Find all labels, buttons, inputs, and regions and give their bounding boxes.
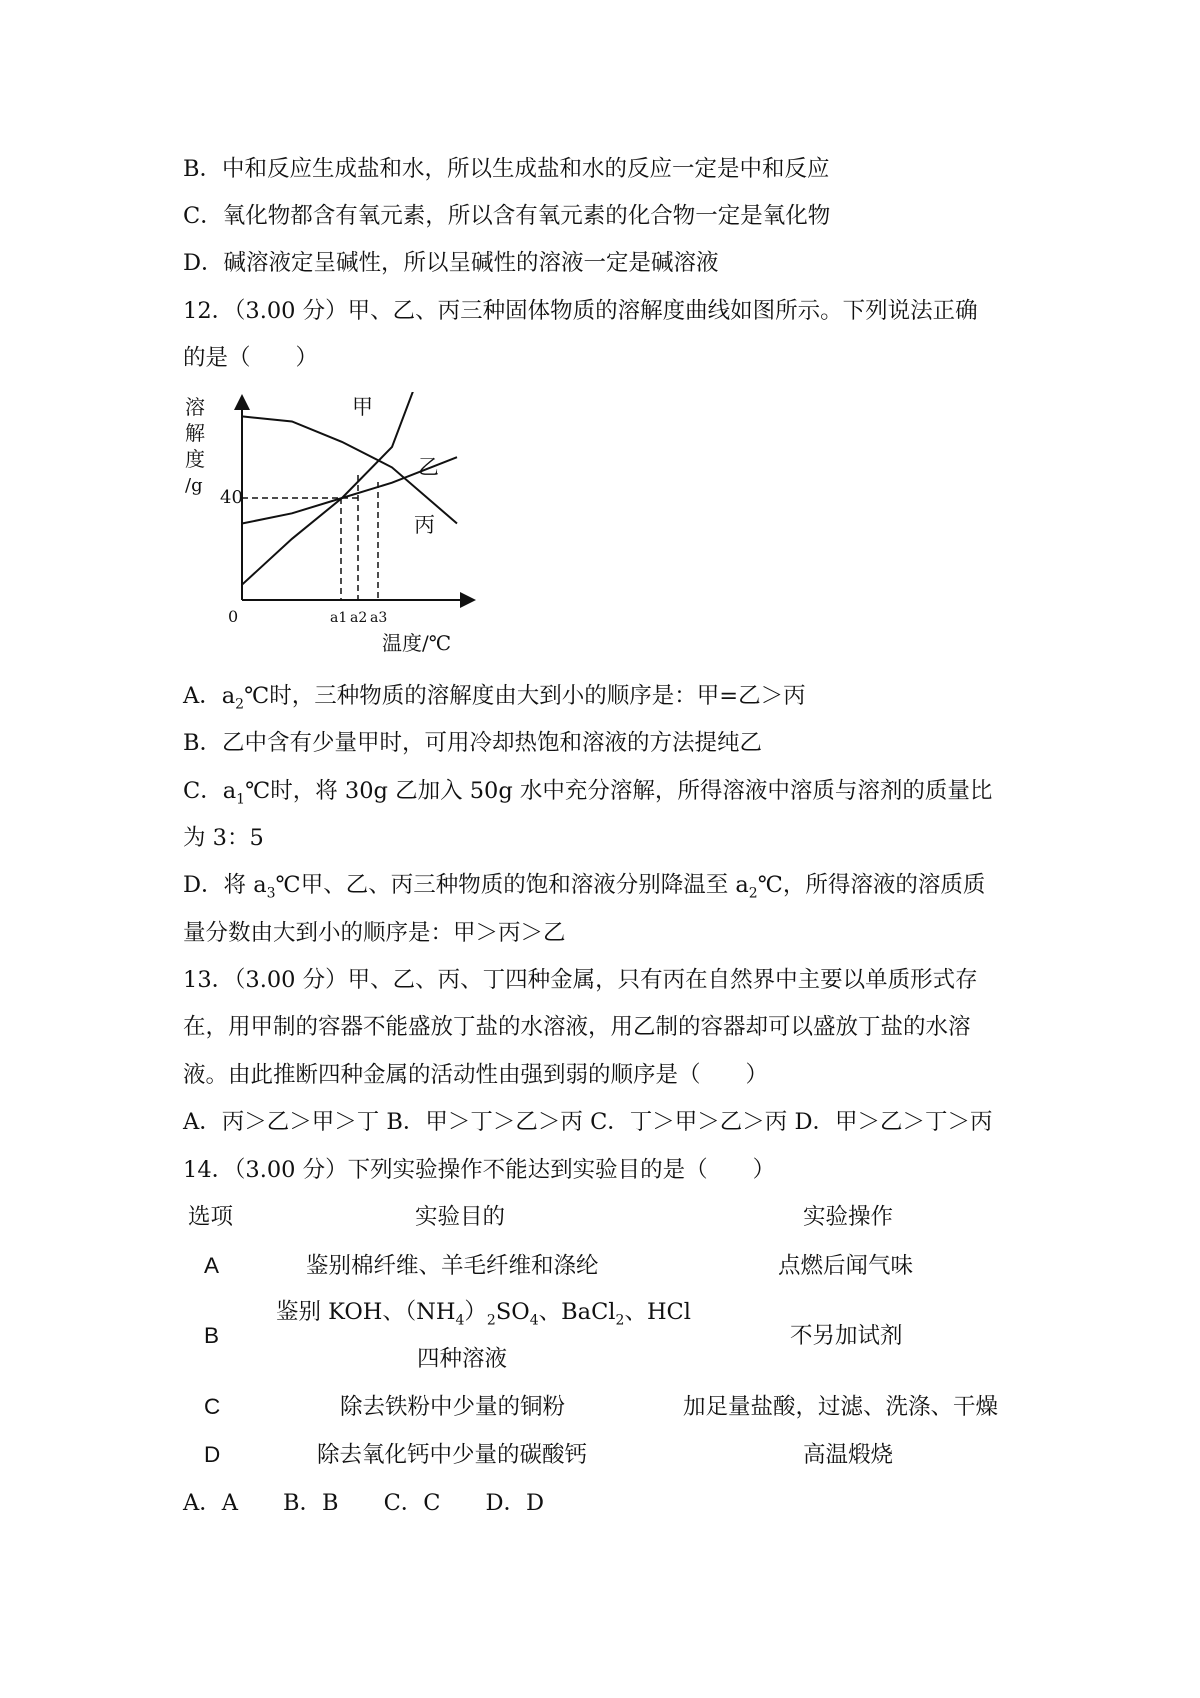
q12-option-d-sub2: 2 <box>748 885 758 902</box>
table-row-b-goal-line1 <box>276 1297 691 1336</box>
x-tick-a3: a3 <box>370 610 388 626</box>
q12-option-d-pre: D．将 a <box>183 872 267 898</box>
x-axis-label: 温度/℃ <box>382 631 452 655</box>
q12-stem-line2: 的是（ ） <box>183 345 319 371</box>
series-label-bing: 丙 <box>414 513 435 537</box>
row-b-goal-sub4: 2 <box>615 1312 625 1329</box>
q13-stem-line2: 在，用甲制的容器不能盛放丁盐的水溶液，用乙制的容器却可以盛放丁盐的水溶 <box>183 1014 971 1040</box>
series-label-yi: 乙 <box>418 455 439 479</box>
x-tick-a2: a2 <box>350 610 368 626</box>
y-label-char-1: 溶 <box>185 395 205 419</box>
q12-option-c-sub: 1 <box>236 791 246 808</box>
row-b-goal-mid1: ） <box>464 1299 487 1325</box>
table-header-option: 选项 <box>188 1204 234 1230</box>
q14-stem: 14．（3.00 分）下列实验操作不能达到实验目的是（ ） <box>183 1157 776 1183</box>
q12-option-b: B．乙中含有少量甲时，可用冷却热饱和溶液的方法提纯乙 <box>183 730 763 756</box>
table-header-goal: 实验目的 <box>415 1204 506 1230</box>
origin-label: 0 <box>228 607 239 626</box>
q12-stem-line1: 12．（3.00 分）甲、乙、丙三种固体物质的溶解度曲线如图所示。下列说法正确 <box>183 298 978 324</box>
row-b-goal-sub3: 4 <box>529 1312 539 1329</box>
q12-option-a-sub: 2 <box>235 696 245 713</box>
table-header-operation: 实验操作 <box>803 1204 894 1230</box>
table-row-c-option: C <box>204 1394 221 1419</box>
row-b-goal-mid2: SO <box>495 1299 530 1325</box>
table-row-c-operation: 加足量盐酸，过滤、洗涤、干燥 <box>683 1394 999 1420</box>
q12-option-d-line2: 量分数由大到小的顺序是：甲＞丙＞乙 <box>183 920 566 946</box>
table-row-d-operation: 高温煅烧 <box>803 1442 894 1468</box>
table-row-a-goal: 鉴别棉纤维、羊毛纤维和涤纶 <box>306 1253 599 1279</box>
q12-option-a <box>183 681 806 720</box>
table-row-d-goal: 除去氧化钙中少量的碳酸钙 <box>317 1442 588 1468</box>
q12-option-d-post: ℃，所得溶液的溶质质 <box>757 872 986 898</box>
x-tick-a1: a1 <box>330 610 348 626</box>
q11-option-b: B．中和反应生成盐和水，所以生成盐和水的反应一定是中和反应 <box>183 156 830 182</box>
series-label-jia: 甲 <box>352 395 373 419</box>
table-row-c-goal: 除去铁粉中少量的铜粉 <box>340 1394 566 1420</box>
table-row-a-operation: 点燃后闻气味 <box>778 1253 914 1279</box>
q12-option-c-post: ℃时，将 30g 乙加入 50g 水中充分溶解，所得溶液中溶质与溶剂的质量比 <box>245 778 993 804</box>
table-row-b-goal-line2: 四种溶液 <box>417 1346 508 1372</box>
q11-option-c: C．氧化物都含有氧元素，所以含有氧元素的化合物一定是氧化物 <box>183 203 831 229</box>
y-label-char-4: /g <box>185 475 203 496</box>
row-b-goal-post: 、HCl <box>624 1299 691 1325</box>
solubility-chart <box>180 392 480 657</box>
row-b-goal-sub2: 2 <box>486 1312 496 1329</box>
q12-option-c-line2: 为 3：5 <box>183 825 264 851</box>
q12-option-a-pre: A．a <box>183 683 236 709</box>
q13-stem-line3: 液。由此推断四种金属的活动性由强到弱的顺序是（ ） <box>183 1062 769 1088</box>
series-line-jia <box>242 392 417 585</box>
y-tick-40: 40 <box>220 487 243 508</box>
q13-options: A．丙＞乙＞甲＞丁 B．甲＞丁＞乙＞丙 C．丁＞甲＞乙＞丙 D．甲＞乙＞丁＞丙 <box>183 1109 993 1135</box>
y-label-char-2: 解 <box>185 421 205 445</box>
q14-options: A．A B．B C．C D．D <box>183 1490 545 1516</box>
row-b-goal-pre: 鉴别 KOH、（NH <box>276 1299 456 1325</box>
q12-option-d-sub1: 3 <box>266 885 276 902</box>
q12-option-c-pre: C．a <box>183 778 237 804</box>
table-row-d-option: D <box>204 1442 221 1467</box>
table-row-b-option: B <box>204 1323 220 1348</box>
table-row-b-operation: 不另加试剂 <box>790 1323 903 1349</box>
q12-option-d <box>183 870 985 909</box>
y-label-char-3: 度 <box>185 447 205 471</box>
q12-option-c <box>183 776 992 815</box>
q12-option-a-post: ℃时，三种物质的溶解度由大到小的顺序是：甲=乙＞丙 <box>244 683 806 709</box>
table-row-a-option: A <box>204 1253 220 1278</box>
q12-option-d-mid: ℃甲、乙、丙三种物质的饱和溶液分别降温至 a <box>275 872 749 898</box>
row-b-goal-sub1: 4 <box>455 1312 465 1329</box>
q13-stem-line1: 13．（3.00 分）甲、乙、丙、丁四种金属，只有丙在自然界中主要以单质形式存 <box>183 967 978 993</box>
q11-option-d: D．碱溶液定呈碱性，所以呈碱性的溶液一定是碱溶液 <box>183 250 719 276</box>
row-b-goal-mid3: 、BaCl <box>538 1299 616 1325</box>
